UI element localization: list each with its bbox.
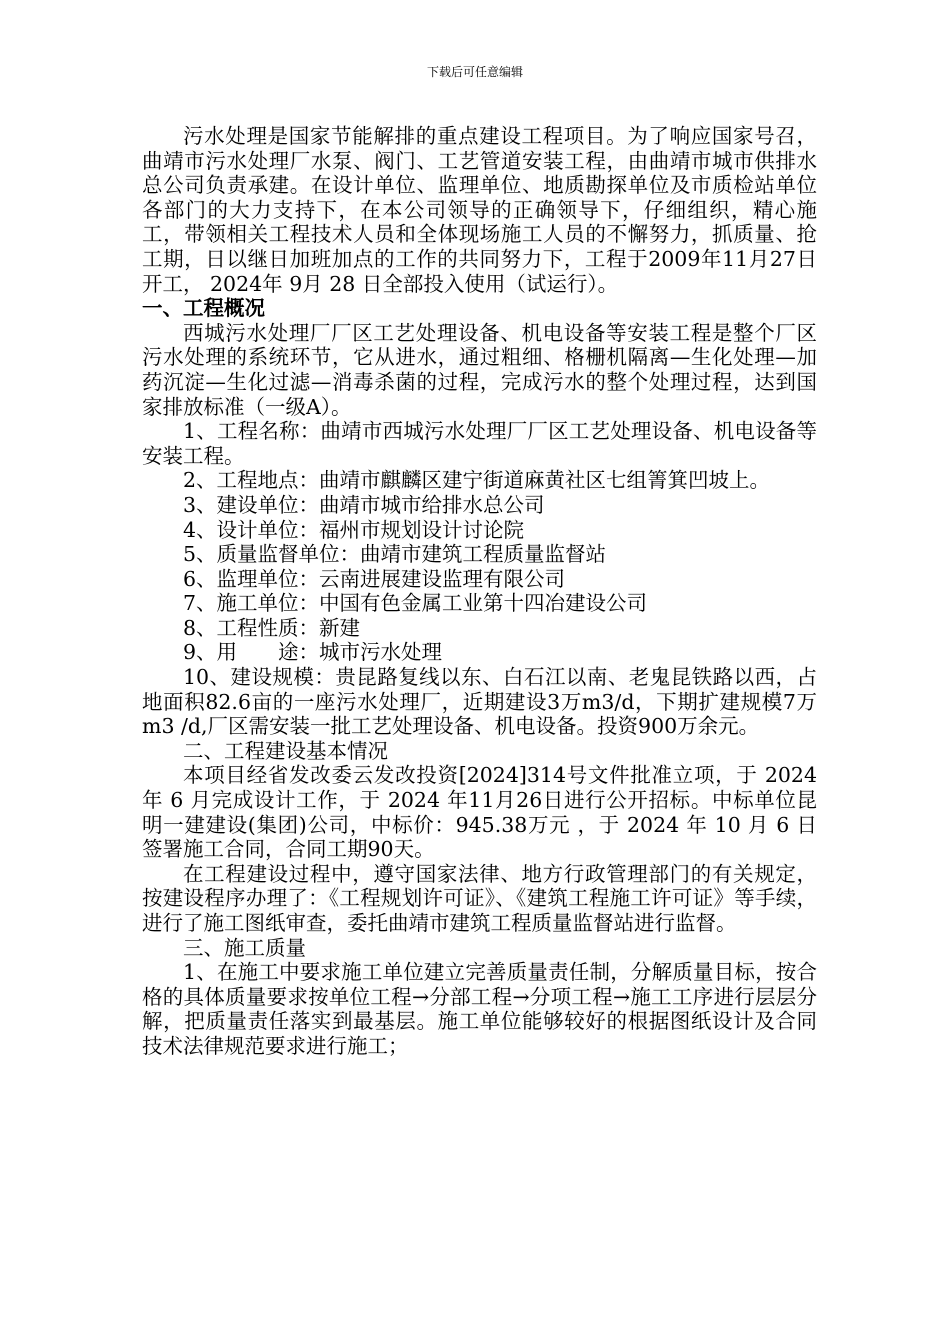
section-heading-quality: 三、施工质量: [183, 935, 306, 960]
list-item-project-nature: 8、工程性质：新建: [183, 615, 361, 640]
paragraph-approval: 本项目经省发改委云发改投资[2024]314号文件批准立项，于 2024 年 6 月完成设计工作，于 2024 年11月26日进行公开招标。中标单位昆明一建建设(集团)公司，中标价：945.38万元 ，于 2024 年 10 月 6 日签署施工合同，合同工期90天。: [142, 763, 817, 862]
list-item-purpose: 9、用 途：城市污水处理: [183, 640, 443, 665]
list-item-supervision-unit: 6、监理单位：云南进展建设监理有限公司: [183, 566, 566, 591]
list-item-project-name: 1、工程名称：曲靖市西城污水处理厂厂区工艺处理设备、机电设备等安装工程。: [142, 419, 817, 468]
list-item-builder: 3、建设单位：曲靖市城市给排水总公司: [183, 492, 545, 517]
document-body: [142, 124, 817, 1059]
list-item-quality-supervisor: 5、质量监督单位：曲靖市建筑工程质量监督站: [183, 542, 607, 567]
paragraph-compliance: 在工程建设过程中，遵守国家法律、地方行政管理部门的有关规定，按建设程序办理了：《工程规划许可证》、《建筑工程施工许可证》等手续，进行了施工图纸审查，委托曲靖市建筑工程质量监督站进行监督。: [142, 861, 817, 935]
paragraph-quality-responsibility: 1、在施工中要求施工单位建立完善质量责任制，分解质量目标，按合格的具体质量要求按单位工程→分部工程→分项工程→施工工序进行层层分解，把质量责任落实到最基层。施工单位能够较好的根据图纸设计及合同技术法律规范要求进行施工；: [142, 960, 817, 1058]
list-item-scale: 10、建设规模：贵昆路复线以东、白石江以南、老鬼昆铁路以西，占地面积82.6亩的一座污水处理厂，近期建设3万m3/d，下期扩建规模7万m3 /d,厂区需安装一批工艺处理设备、机电设备。投资900万余元。: [142, 665, 817, 739]
list-item-project-location: 2、工程地点：曲靖市麒麟区建宁街道麻黄社区七组箐箕凹坡上。: [183, 468, 771, 493]
list-item-construction-unit: 7、施工单位：中国有色金属工业第十四冶建设公司: [183, 591, 648, 616]
page-header-note: 下载后可任意编辑: [426, 65, 523, 79]
section-heading-overview: 一、工程概况: [142, 296, 265, 321]
paragraph-intro: 污水处理是国家节能解排的重点建设工程项目。为了响应国家号召，曲靖市污水处理厂水泵、阀门、工艺管道安装工程，由曲靖市城市供排水总公司负责承建。在设计单位、监理单位、地质勘探单位及市质检站单位各部门的大力支持下，在本公司领导的正确领导下，仔细组织，精心施工，带领相关工程技术人员和全体现场施工人员的不懈努力，抓质量、抢工期，日以继日加班加点的工作的共同努力下，工程于2009年11月27日开工， 2024年 9月 28 日全部投入使用（试运行）。: [142, 124, 817, 296]
paragraph-overview: 西城污水处理厂厂区工艺处理设备、机电设备等安装工程是整个厂区污水处理的系统环节，它从进水，通过粗细、格栅机隔离—生化处理—加药沉淀—生化过滤—消毒杀菌的过程，完成污水的整个处理过程，达到国家排放标准（一级A）。: [142, 320, 817, 419]
list-item-designer: 4、设计单位：福州市规划设计讨论院: [183, 517, 525, 542]
section-heading-basic-info: 二、工程建设基本情况: [183, 738, 388, 763]
